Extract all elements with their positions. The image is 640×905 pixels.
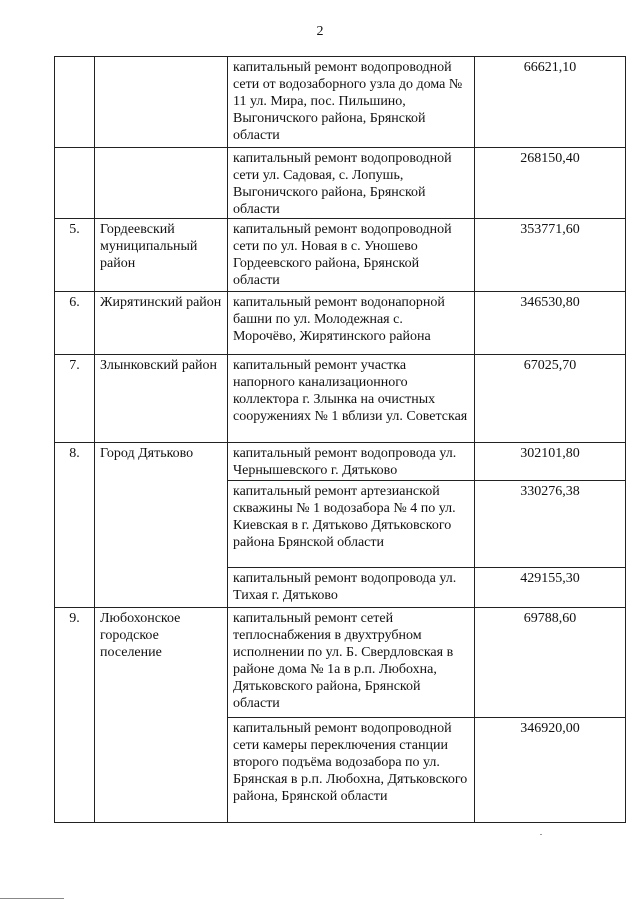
district-name (95, 148, 228, 219)
amount: 346920,00 (475, 718, 626, 823)
amount: 330276,38 (475, 481, 626, 568)
amount: 268150,40 (475, 148, 626, 219)
scan-edge-mark (0, 898, 64, 899)
amount: 302101,80 (475, 443, 626, 481)
row-number (55, 148, 95, 219)
amount: 69788,60 (475, 608, 626, 718)
row-number (55, 57, 95, 148)
amount: 67025,70 (475, 355, 626, 443)
works-table (54, 56, 626, 823)
work-description: капитальный ремонт участка напорного канализационного коллектора г. Злынка на очистных сооружениях № 1 вблизи ул. Советская (228, 355, 475, 443)
row-number: 9. (55, 608, 95, 823)
work-description: капитальный ремонт водопровода ул. Тихая г. Дятьково (228, 568, 475, 608)
page-number: 2 (316, 24, 324, 39)
amount: 346530,80 (475, 292, 626, 355)
row-number: 8. (55, 443, 95, 608)
district-name: Злынковский район (95, 355, 228, 443)
table-row (55, 608, 626, 718)
table-row (55, 148, 626, 219)
amount: 353771,60 (475, 219, 626, 292)
work-description: капитальный ремонт сетей теплоснабжения в двухтрубном исполнении по ул. Б. Свердловская в районе дома № 1а в р.п. Любохна, Дятьковского района, Брянской области (228, 608, 475, 718)
amount: 429155,30 (475, 568, 626, 608)
work-description: капитальный ремонт водопровода ул. Чернышевского г. Дятьково (228, 443, 475, 481)
work-description: капитальный ремонт артезианской скважины № 1 водозабора № 4 по ул. Киевская в г. Дятьково Дятьковского района Брянской области (228, 481, 475, 568)
table-row (55, 355, 626, 443)
table-row (55, 57, 626, 148)
row-number: 6. (55, 292, 95, 355)
work-description: капитальный ремонт водонапорной башни по ул. Молодежная с. Морочёво, Жирятинского района (228, 292, 475, 355)
row-number: 5. (55, 219, 95, 292)
table-row (55, 443, 626, 481)
district-name: Любохонское городское поселение (95, 608, 228, 823)
scan-speck (540, 834, 542, 835)
work-description: капитальный ремонт водопроводной сети от водозаборного узла до дома № 11 ул. Мира, пос. Пильшино, Выгоничского района, Брянской области (228, 57, 475, 148)
district-name (95, 57, 228, 148)
amount: 66621,10 (475, 57, 626, 148)
work-description: капитальный ремонт водопроводной сети камеры переключения станции второго подъёма водозабора по ул. Брянская в р.п. Любохна, Дятьковского района, Брянской области (228, 718, 475, 823)
table-row (55, 219, 626, 292)
work-description: капитальный ремонт водопроводной сети по ул. Новая в с. Уношево Гордеевского района, Брянской области (228, 219, 475, 292)
district-name: Гордеевский муниципальный район (95, 219, 228, 292)
row-number: 7. (55, 355, 95, 443)
district-name: Жирятинский район (95, 292, 228, 355)
work-description: капитальный ремонт водопроводной сети ул. Садовая, с. Лопушь, Выгоничского района, Брянской области (228, 148, 475, 219)
table-row (55, 292, 626, 355)
district-name: Город Дятьково (95, 443, 228, 608)
